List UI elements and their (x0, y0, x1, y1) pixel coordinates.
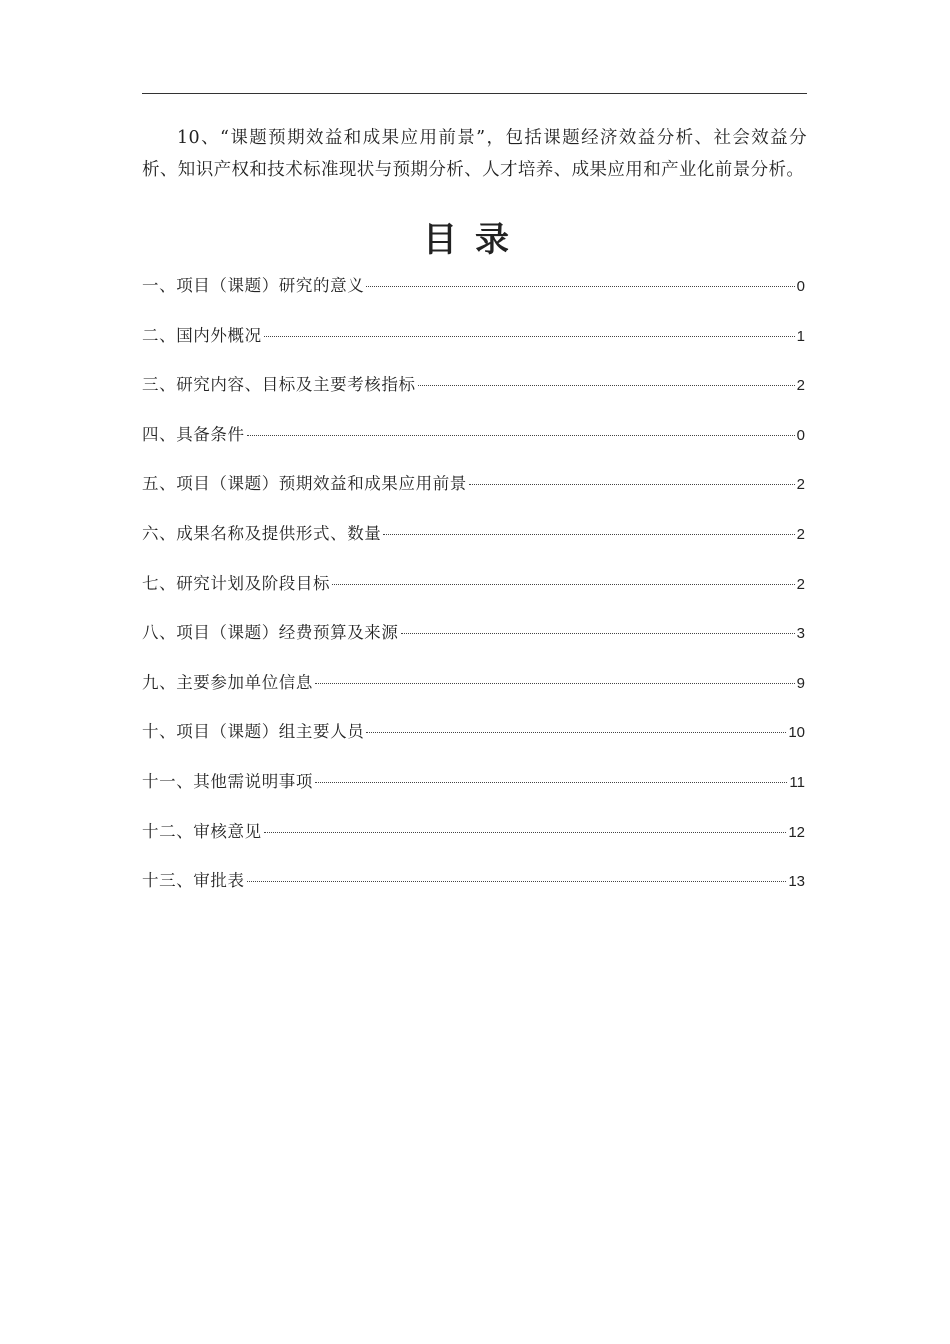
toc-entry-label: 十三、审批表 (142, 871, 245, 891)
toc-entry[interactable] (142, 619, 805, 669)
toc-entry-page: 12 (788, 823, 805, 841)
toc-leader-dots (247, 881, 787, 882)
toc-leader-dots (264, 336, 795, 337)
toc-entry-page: 3 (796, 625, 805, 643)
toc-entry[interactable] (142, 371, 805, 421)
toc-entry-page: 1 (796, 327, 805, 345)
toc-leader-dots (366, 732, 786, 733)
toc-entry[interactable] (142, 322, 805, 372)
table-of-contents (142, 272, 805, 917)
toc-entry-page: 10 (788, 724, 805, 742)
toc-entry-label: 十一、其他需说明事项 (142, 771, 313, 791)
toc-entry-label: 一、项目（课题）研究的意义 (142, 276, 365, 295)
toc-leader-dots (315, 782, 787, 783)
toc-leader-dots (264, 832, 787, 833)
toc-leader-dots (418, 385, 795, 386)
toc-entry-page: 2 (796, 575, 805, 593)
toc-entry[interactable] (142, 718, 805, 768)
toc-entry-page: 0 (796, 278, 805, 295)
toc-entry[interactable] (142, 520, 805, 570)
toc-entry-page: 2 (796, 476, 805, 494)
toc-entry-label: 八、项目（课题）经费预算及来源 (142, 623, 399, 643)
toc-entry[interactable] (142, 867, 805, 917)
toc-entry[interactable] (142, 272, 805, 322)
toc-entry[interactable] (142, 470, 805, 520)
toc-leader-dots (401, 633, 795, 634)
toc-entry[interactable] (142, 768, 805, 818)
toc-entry-label: 三、研究内容、目标及主要考核指标 (142, 375, 416, 395)
toc-entry-label: 十、项目（课题）组主要人员 (142, 722, 365, 742)
toc-entry[interactable] (142, 421, 805, 471)
toc-entry-page: 2 (796, 377, 805, 395)
toc-leader-dots (383, 534, 794, 535)
header-rule (142, 93, 807, 94)
toc-entry-page: 0 (796, 426, 805, 444)
toc-entry-label: 五、项目（课题）预期效益和成果应用前景 (142, 474, 467, 494)
toc-leader-dots (247, 435, 795, 436)
toc-leader-dots (366, 286, 794, 287)
toc-entry-page: 13 (788, 873, 805, 891)
toc-entry[interactable] (142, 570, 805, 620)
toc-entry-label: 六、成果名称及提供形式、数量 (142, 523, 382, 543)
toc-leader-dots (315, 683, 795, 684)
toc-entry[interactable] (142, 818, 805, 868)
toc-entry-label: 十二、审核意见 (142, 821, 262, 841)
toc-entry-page: 9 (796, 674, 805, 692)
toc-leader-dots (469, 484, 795, 485)
intro-paragraph: 10、“课题预期效益和成果应用前景”，包括课题经济效益分析、社会效益分析、知识产权和技术标准现状与预期分析、人才培养、成果应用和产业化前景分析。 (142, 128, 807, 180)
toc-entry[interactable] (142, 669, 805, 719)
toc-title: 目录 (423, 220, 527, 260)
toc-entry-label: 二、国内外概况 (142, 325, 262, 345)
toc-entry-page: 11 (789, 773, 805, 791)
toc-entry-label: 四、具备条件 (142, 424, 245, 444)
toc-entry-page: 2 (796, 525, 805, 543)
toc-leader-dots (332, 584, 795, 585)
toc-entry-label: 九、主要参加单位信息 (142, 672, 313, 692)
toc-entry-label: 七、研究计划及阶段目标 (142, 573, 331, 593)
